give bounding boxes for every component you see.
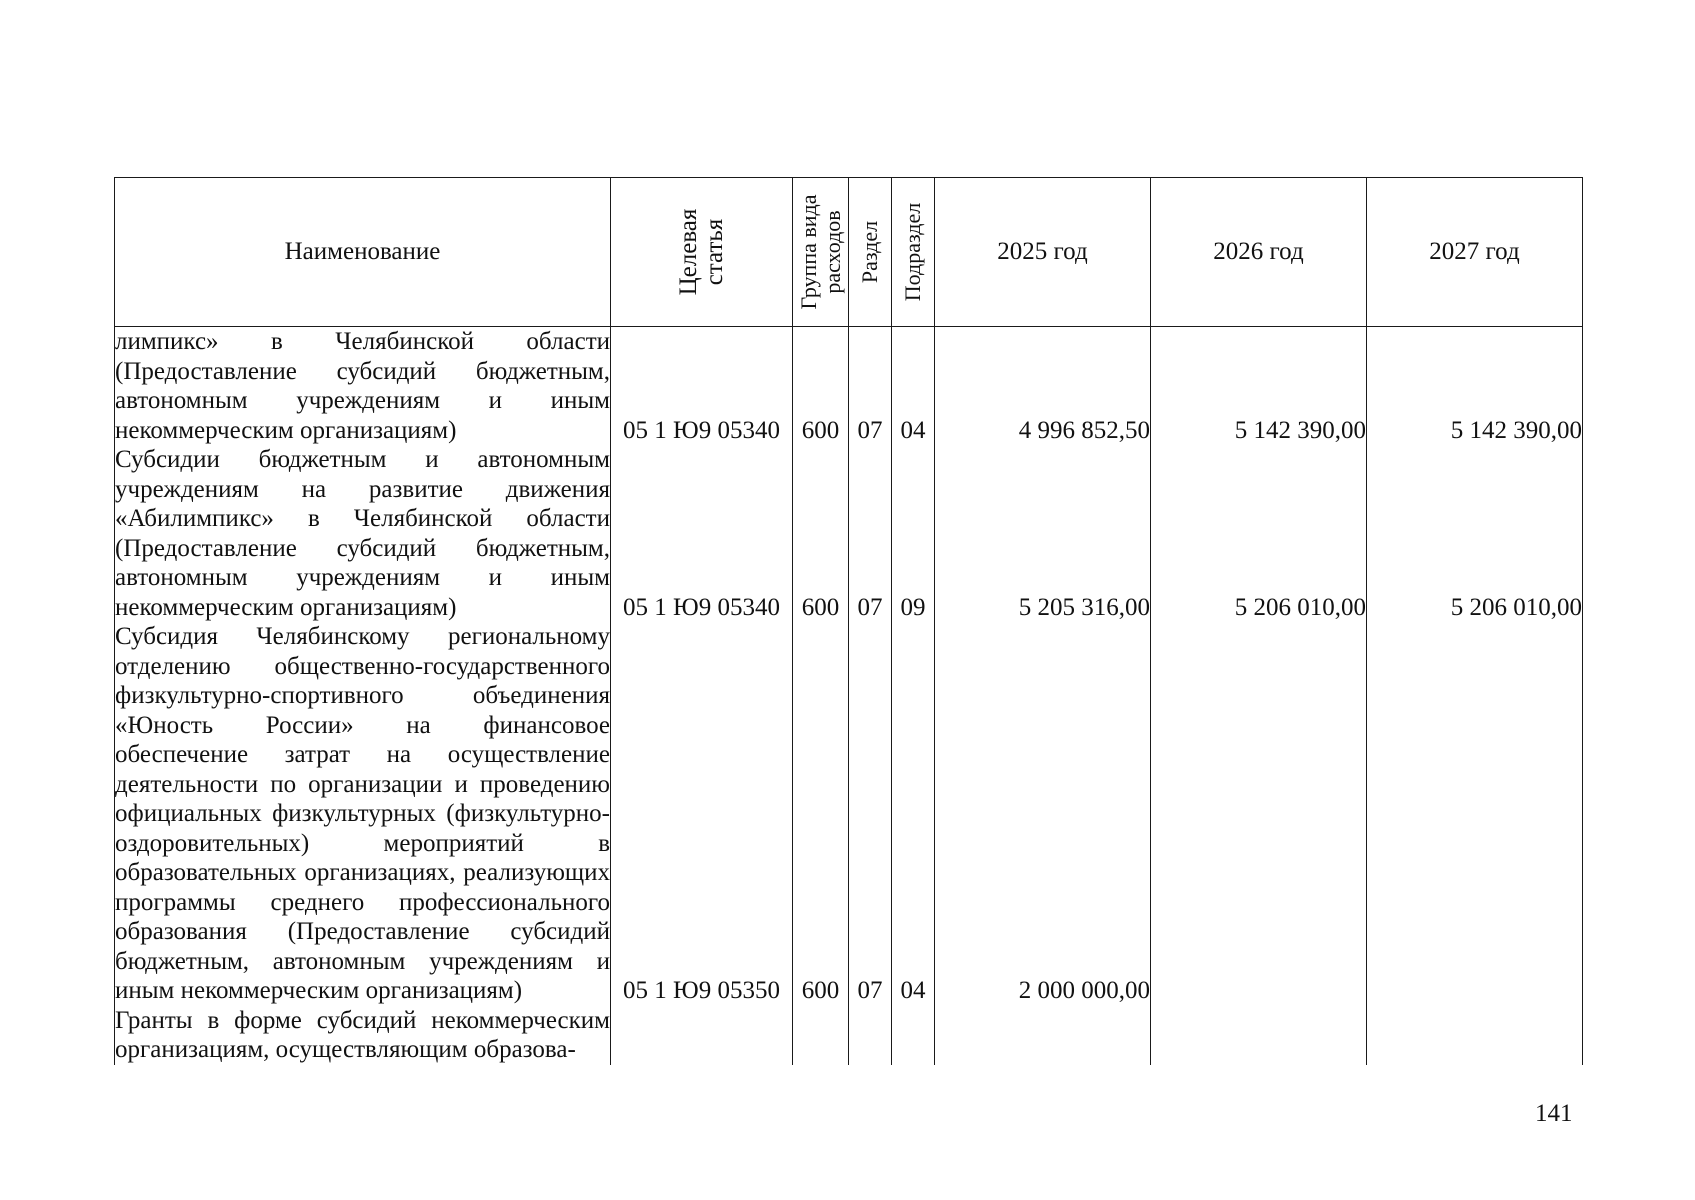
- row-value-2025: 5 205 316,00: [935, 445, 1151, 622]
- row-subsection: [892, 1006, 935, 1065]
- row-value-2025: 2 000 000,00: [935, 622, 1151, 1006]
- header-target-article-line1: Целевая: [674, 208, 702, 296]
- row-name: Субсидии бюджетным и автономным учреждениям на развитие движения «Абилимпикс» в Челябинской области (Предоставление субсидий бюджетным, автономным учреждениям и иным некоммерческим организациям): [115, 446, 610, 621]
- table-row: [115, 622, 1583, 1006]
- table-header-row: [115, 178, 1583, 327]
- row-section: [849, 1006, 892, 1065]
- header-year-2025: 2025 год: [935, 178, 1151, 327]
- header-expense-group-line1: Группа вида: [795, 194, 821, 310]
- table-row: [115, 445, 1583, 622]
- row-subsection: 04: [892, 327, 935, 446]
- table-row: [115, 1006, 1583, 1065]
- header-section: [849, 178, 892, 327]
- row-section: 07: [849, 622, 892, 1006]
- row-value-2026: 5 206 010,00: [1151, 445, 1367, 622]
- row-subsection: 09: [892, 445, 935, 622]
- row-value-2027: [1367, 1006, 1583, 1065]
- header-section-label: Раздел: [857, 220, 882, 284]
- row-value-2026: [1151, 622, 1367, 1006]
- row-value-2025: [935, 1006, 1151, 1065]
- header-target-article-line2: статья: [700, 218, 728, 286]
- row-expense-group: 600: [793, 622, 849, 1006]
- row-value-2026: [1151, 1006, 1367, 1065]
- row-target-article: 05 1 Ю9 05340: [611, 445, 793, 622]
- header-subsection: [892, 178, 935, 327]
- table-row: [115, 327, 1583, 446]
- row-subsection: 04: [892, 622, 935, 1006]
- row-value-2025: 4 996 852,50: [935, 327, 1151, 446]
- row-expense-group: 600: [793, 327, 849, 446]
- row-value-2026: 5 142 390,00: [1151, 327, 1367, 446]
- row-value-2027: 5 142 390,00: [1367, 327, 1583, 446]
- row-expense-group: 600: [793, 445, 849, 622]
- row-name: Субсидия Челябинскому региональному отделению общественно-государственного физкультурно-спортивного объединения «Юность России» на финансовое обеспечение затрат на осуществление деятельности по организации и проведению официальных физкультурных (физкультурно-оздоровительных) мероприятий в образовательных организациях, реализующих программы среднего профессионального образования (Предоставление субсидий бюджетным, автономным учреждениям и иным некоммерческим организациям): [115, 623, 610, 1004]
- row-section: 07: [849, 327, 892, 446]
- header-subsection-label: Подраздел: [900, 202, 925, 302]
- row-target-article: 05 1 Ю9 05340: [611, 327, 793, 446]
- row-value-2027: [1367, 622, 1583, 1006]
- row-value-2027: 5 206 010,00: [1367, 445, 1583, 622]
- row-name: лимпикс» в Челябинской области (Предоставление субсидий бюджетным, автономным учреждениям и иным некоммерческим организациям): [115, 328, 610, 444]
- page-number: 141: [1535, 1100, 1573, 1127]
- header-year-2027: 2027 год: [1367, 178, 1583, 327]
- row-expense-group: [793, 1006, 849, 1065]
- header-target-article: [611, 178, 793, 327]
- row-target-article: [611, 1006, 793, 1065]
- header-expense-group-line2: расходов: [819, 210, 845, 294]
- row-section: 07: [849, 445, 892, 622]
- header-year-2026: 2026 год: [1151, 178, 1367, 327]
- header-name: Наименование: [115, 178, 611, 327]
- row-name: Гранты в форме субсидий некоммерческим организациям, осуществляющим образова-: [115, 1006, 610, 1063]
- row-target-article: 05 1 Ю9 05350: [611, 622, 793, 1006]
- header-expense-group: [793, 178, 849, 327]
- budget-table: [114, 177, 1583, 1065]
